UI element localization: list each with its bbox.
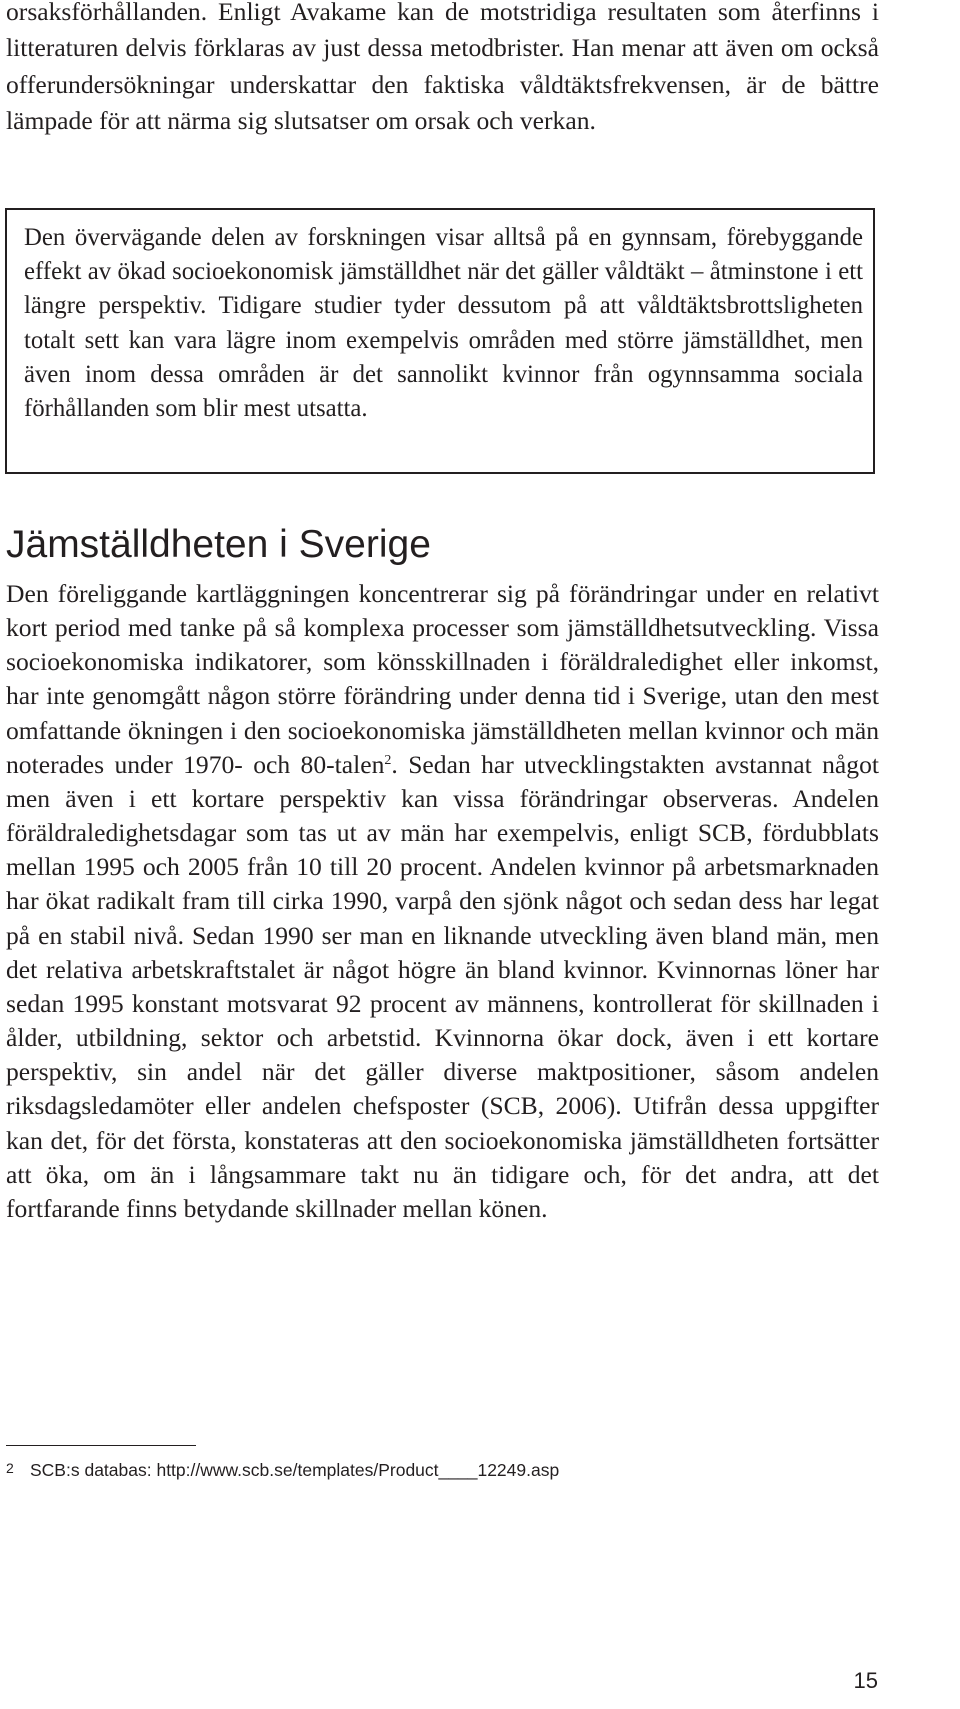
footnote	[6, 1456, 559, 1482]
footnote-text: SCB:s databas: http://www.scb.se/templates/Product____12249.asp	[30, 1460, 560, 1480]
callout-box	[5, 208, 875, 474]
section-heading: Jämställdheten i Sverige	[6, 523, 431, 566]
intro-paragraph: orsaksförhållanden. Enligt Avakame kan de motstridiga resultaten som återfinns i litteraturen delvis förklaras av just dessa metodbrister. Han menar att även om också offerundersökningar underskattar den faktiska våldtäktsfrekvensen, är de bättre lämpade för att närma sig slutsatser om orsak och verkan.	[6, 0, 879, 135]
section-body	[6, 577, 879, 1226]
section-body-part-2: . Sedan har utvecklingstakten avstannat något men även i ett kortare perspektiv kan vissa förändringar observeras. Andelen föräldraledighetsdagar som tas ut av män har exempelvis, enligt SCB, fördubblats mellan 1995 och 2005 från 10 till 20 procent. Andelen kvinnor på arbetsmarknaden har ökat radikalt fram till cirka 1990, varpå den sjönk något och sedan dess har legat på en stabil nivå. Sedan 1990 ser man en liknande utveckling även bland män, men det relativa arbetskraftstalet är något högre än bland kvinnor. Kvinnornas löner har sedan 1995 konstant motsvarat 92 procent av männens, kontrollerat för skillnaden i ålder, utbildning, sektor och arbetstid. Kvinnorna ökar dock, även i ett kortare perspektiv, sin andel när det gäller diverse maktpositioner, såsom andelen riksdagsledamöter eller andelen chefsposter (SCB, 2006). Utifrån dessa uppgifter kan det, för det första, konstateras att den socioekonomiska jämställdheten fortsätter att öka, om än i långsammare takt nu än tidigare och, för det andra, att det fortfarande finns betydande skillnader mellan könen.	[6, 749, 879, 1223]
section-body-part-1: Den föreliggande kartläggningen koncentrerar sig på förändringar under en relativt kort period med tanke på så komplexa processer som jämställdhetsutveckling. Vissa socioekonomiska indikatorer, som könsskillnaden i föräldraledighet eller inkomst, har inte genomgått någon större förändring under denna tid i Sverige, utan den mest omfattande ökningen i den socioekonomiska jämställdheten mellan kvinnor och män noterades under 1970- och 80-talen	[6, 579, 879, 779]
page-number: 15	[853, 1668, 878, 1693]
footnote-number: 2	[6, 1460, 14, 1476]
footnote-reference: 2	[384, 752, 392, 768]
callout-text: Den övervägande delen av forskningen visar alltså på en gynnsam, förebyggande effekt av ökad socioekonomisk jämställdhet när det gäller våldtäkt – åtminstone i ett längre perspektiv. Tidigare studier tyder dessutom på att våldtäktsbrottsligheten totalt sett kan vara lägre inom exempelvis områden med större jämställdhet, men även inom dessa områden är det sannolikt kvinnor från ogynnsamma sociala förhållanden som blir mest utsatta.	[24, 224, 863, 423]
footnote-divider	[6, 1445, 196, 1446]
